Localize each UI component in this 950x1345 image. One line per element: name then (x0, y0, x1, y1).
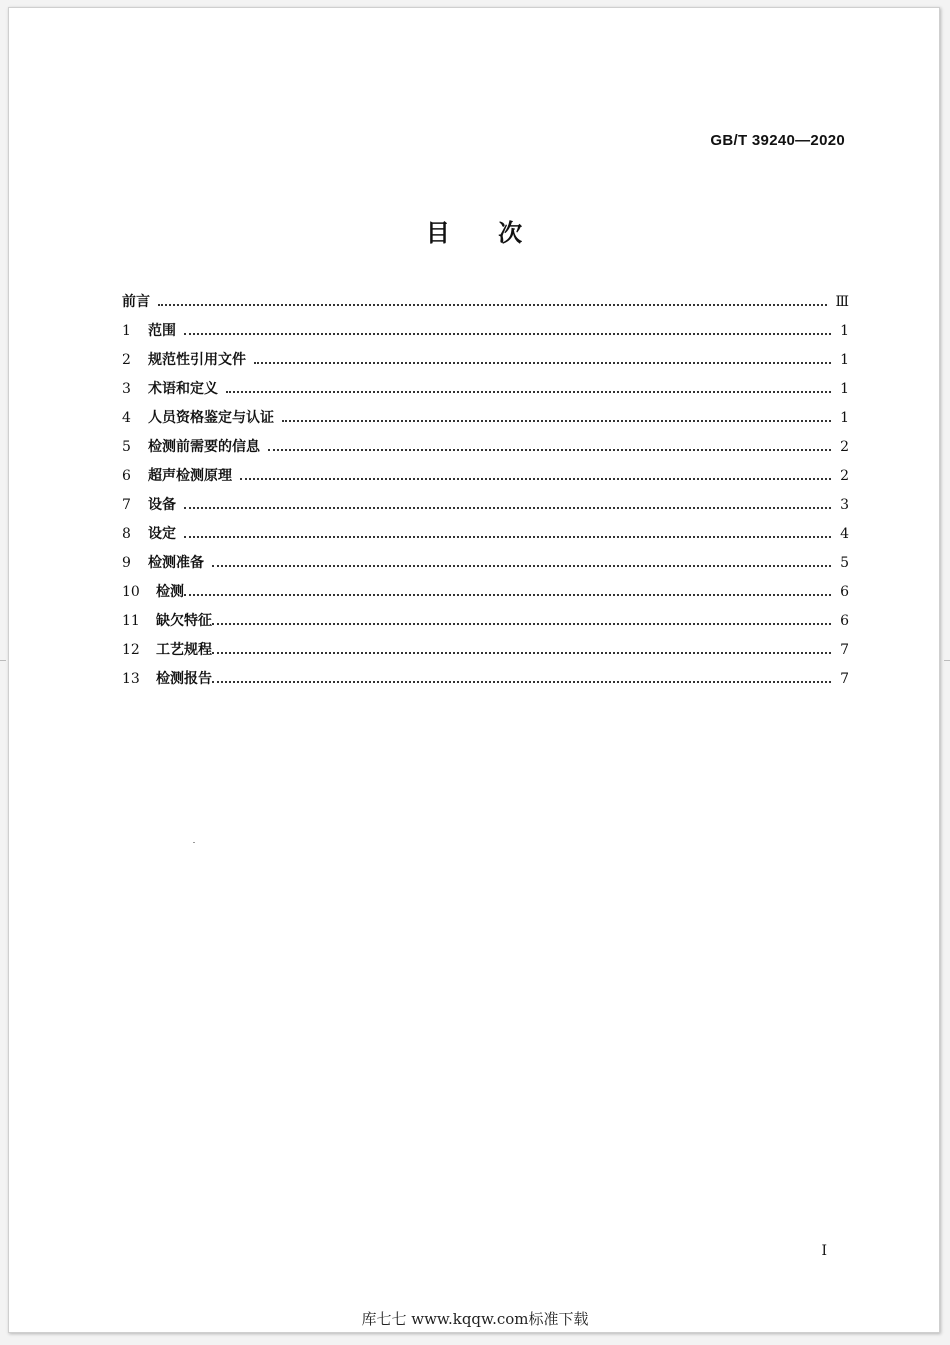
toc-entry[interactable] (122, 523, 849, 552)
toc-entry-number: 8 (122, 526, 131, 542)
toc-entry-page: 2 (840, 439, 849, 455)
toc-entry-label: 前言 (122, 294, 150, 310)
toc-entry-page: 1 (840, 323, 849, 339)
toc-entry-page: Ⅲ (835, 294, 849, 310)
toc-leader-dots (268, 448, 831, 451)
toc-entry[interactable] (122, 668, 849, 697)
toc-entry-label: 设定 (148, 526, 176, 542)
toc-entry-number: 9 (122, 555, 131, 571)
watermark-text: 库七七 www.kqqw.com标准下载 (361, 1310, 589, 1328)
toc-entry-label: 检测报告 (156, 671, 212, 687)
toc-entry-page: 5 (840, 555, 849, 571)
toc-leader-dots (184, 506, 831, 509)
toc-entry-page: 6 (840, 584, 849, 600)
toc-entry-number: 6 (122, 468, 131, 484)
toc-leader-dots (254, 361, 831, 364)
toc-entry-page: 7 (840, 671, 849, 687)
toc-entry-number: 13 (122, 671, 140, 687)
toc-entry[interactable] (122, 436, 849, 465)
toc-entry[interactable] (122, 378, 849, 407)
toc-entry[interactable] (122, 639, 849, 668)
toc-entry-page: 1 (840, 410, 849, 426)
toc-entry[interactable] (122, 581, 849, 610)
toc-entry-number: 11 (122, 613, 140, 629)
toc-entry-page: 2 (840, 468, 849, 484)
toc-entry-page: 4 (840, 526, 849, 542)
table-of-contents (122, 291, 849, 697)
right-edge-mark (944, 660, 950, 661)
toc-entry[interactable] (122, 465, 849, 494)
toc-entry-label: 检测 (156, 584, 184, 600)
toc-entry-label: 规范性引用文件 (148, 352, 246, 368)
toc-entry[interactable] (122, 610, 849, 639)
toc-entry-number: 4 (122, 410, 131, 426)
toc-entry[interactable] (122, 349, 849, 378)
page-title: 目 次 (425, 219, 523, 247)
toc-leader-dots (212, 564, 831, 567)
scan-speck (193, 842, 195, 843)
toc-entry-label: 范围 (148, 323, 176, 339)
toc-entry-number: 10 (122, 584, 140, 600)
toc-leader-dots (226, 390, 831, 393)
toc-leader-dots (212, 680, 831, 683)
toc-entry-page: 3 (840, 497, 849, 513)
page-number: I (821, 1243, 827, 1259)
toc-entry-label: 术语和定义 (148, 381, 218, 397)
toc-entry-number: 7 (122, 497, 131, 513)
left-edge-mark (0, 660, 6, 661)
toc-entry-label: 检测前需要的信息 (148, 439, 260, 455)
toc-entry-page: 1 (840, 381, 849, 397)
toc-entry-number: 12 (122, 642, 140, 658)
toc-entry[interactable] (122, 291, 849, 320)
toc-leader-dots (158, 303, 827, 306)
toc-entry-label: 检测准备 (148, 555, 204, 571)
toc-entry-number: 3 (122, 381, 131, 397)
toc-entry-number: 1 (122, 323, 131, 339)
toc-entry-label: 设备 (148, 497, 176, 513)
toc-entry-number: 5 (122, 439, 131, 455)
toc-entry[interactable] (122, 407, 849, 436)
toc-entry[interactable] (122, 320, 849, 349)
toc-entry-page: 1 (840, 352, 849, 368)
toc-entry-page: 7 (840, 642, 849, 658)
toc-entry-label: 人员资格鉴定与认证 (148, 410, 274, 426)
toc-entry-label: 工艺规程 (156, 642, 212, 658)
document-page (8, 7, 940, 1333)
toc-entry-number: 2 (122, 352, 131, 368)
toc-entry[interactable] (122, 494, 849, 523)
toc-leader-dots (184, 535, 831, 538)
toc-leader-dots (282, 419, 831, 422)
toc-leader-dots (184, 332, 831, 335)
toc-entry-page: 6 (840, 613, 849, 629)
toc-leader-dots (212, 651, 831, 654)
toc-leader-dots (240, 477, 831, 480)
toc-leader-dots (184, 593, 831, 596)
toc-entry-label: 缺欠特征 (156, 613, 212, 629)
toc-leader-dots (212, 622, 831, 625)
standard-code: GB/T 39240—2020 (710, 132, 845, 149)
toc-entry-label: 超声检测原理 (148, 468, 232, 484)
toc-entry[interactable] (122, 552, 849, 581)
